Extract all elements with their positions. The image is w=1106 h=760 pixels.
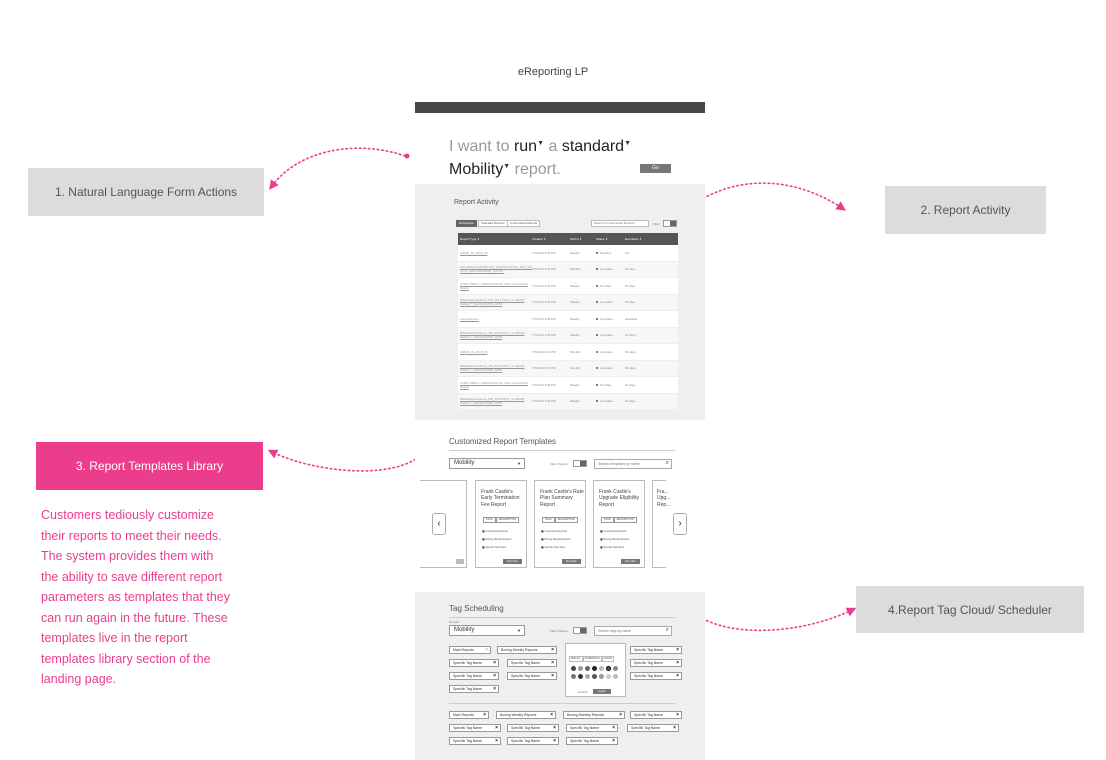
nl-lead-text: I want to bbox=[449, 138, 510, 155]
column-header[interactable]: Report Type ⇕ bbox=[460, 237, 480, 241]
tag-chip[interactable] bbox=[566, 724, 618, 732]
tag-chip[interactable] bbox=[507, 659, 557, 667]
report-link[interactable]: BillableWirelessUsa_AW_2014 06-07_v1-Wk3W Partial_7_SHA32312545_AWW bbox=[460, 397, 525, 406]
tag-icon: ⬤ bbox=[600, 546, 604, 549]
description-line: parameters as templates that they bbox=[41, 590, 230, 604]
tag-chip[interactable] bbox=[566, 737, 618, 745]
caret-down-icon: ▼ bbox=[537, 140, 544, 147]
template-card-title: Frank Castle's Early Termination Fee Report bbox=[481, 489, 520, 508]
cell-expiration: Available bbox=[625, 316, 638, 321]
close-icon[interactable]: × bbox=[551, 673, 554, 679]
tag-chip[interactable] bbox=[496, 711, 556, 719]
description-line: The system provides them with bbox=[41, 549, 214, 563]
status-dot-icon bbox=[596, 400, 598, 402]
tag-item bbox=[482, 544, 511, 552]
filter-label: Filter bbox=[653, 222, 660, 226]
cell-sched: Weekly bbox=[570, 250, 580, 255]
table-row[interactable] bbox=[458, 278, 678, 295]
tag-chip[interactable] bbox=[449, 672, 499, 680]
popover-cancel-link[interactable]: Cancel bbox=[578, 690, 588, 694]
templates-domain-select[interactable] bbox=[449, 458, 525, 469]
card-tag-list bbox=[600, 528, 629, 552]
status-text: Pending bbox=[600, 250, 612, 255]
tag-label: Specific Tag Name bbox=[511, 739, 541, 743]
cell-sched: Weekly bbox=[570, 399, 580, 404]
table-row[interactable] bbox=[458, 262, 678, 279]
tag-label: Specific Tag Name bbox=[453, 739, 483, 743]
color-swatch[interactable] bbox=[578, 666, 583, 671]
card-tab-tags[interactable]: TAGS bbox=[542, 517, 555, 523]
caret-down-icon: ▼ bbox=[624, 140, 632, 147]
status-text: Complete bbox=[600, 399, 613, 404]
cell-status bbox=[596, 383, 625, 387]
cell-status bbox=[596, 399, 625, 403]
cell-status bbox=[596, 366, 625, 370]
tag-item-label: Customized Reports bbox=[485, 530, 509, 533]
cell-expiration: 30 days bbox=[625, 267, 636, 272]
report-link[interactable]: 1CRO TRBAU_FRANKCASTLE_2014 Customized Report bbox=[460, 380, 528, 389]
tag-item bbox=[600, 544, 629, 552]
page-title: eReporting LP bbox=[517, 66, 589, 78]
go-button[interactable]: Go bbox=[640, 164, 671, 173]
tag-chip[interactable] bbox=[449, 737, 501, 745]
close-icon[interactable]: × bbox=[612, 725, 615, 731]
close-icon[interactable]: × bbox=[676, 673, 679, 679]
tab-customized-reports[interactable]: Customized Reports bbox=[507, 220, 540, 227]
nl-article: a bbox=[548, 138, 558, 155]
color-swatch[interactable] bbox=[599, 666, 604, 671]
tag-icon: ⬤ bbox=[541, 546, 545, 549]
description-line: templates library section of the bbox=[41, 651, 211, 666]
cell-status bbox=[596, 284, 625, 288]
color-swatch[interactable] bbox=[571, 674, 576, 679]
divider bbox=[449, 450, 675, 451]
table-row[interactable] bbox=[458, 394, 678, 411]
tag-item-label: Specific Tag Name bbox=[485, 546, 507, 549]
column-header[interactable]: Sched ⇕ bbox=[570, 237, 582, 241]
cell-status bbox=[596, 267, 625, 271]
tags-search-input[interactable] bbox=[594, 626, 672, 636]
table-row[interactable] bbox=[458, 361, 678, 378]
card-tabs bbox=[483, 517, 519, 523]
status-dot-icon bbox=[596, 367, 598, 369]
close-icon[interactable]: × bbox=[495, 738, 498, 744]
tag-item-label: Boxing Weekly Reports bbox=[485, 538, 512, 541]
cell-sched: Weekly bbox=[570, 316, 580, 321]
card-tab-description[interactable]: DESCRIPTION bbox=[496, 517, 519, 523]
status-dot-icon bbox=[596, 252, 598, 254]
color-swatch[interactable] bbox=[592, 666, 597, 671]
divider bbox=[449, 617, 675, 618]
tag-label: Specific Tag Name bbox=[453, 661, 483, 665]
tag-chip[interactable] bbox=[497, 646, 557, 654]
status-text: Complete bbox=[600, 267, 613, 272]
status-text: Complete bbox=[600, 333, 613, 338]
cell-sched: Monthly bbox=[570, 267, 581, 272]
tag-item-label: Boxing Weekly Reports bbox=[603, 538, 630, 541]
card-tabs bbox=[542, 517, 578, 523]
description-line: the ability to save different report bbox=[41, 569, 223, 584]
popover-tab-run-all[interactable]: RUN ALL bbox=[571, 658, 581, 660]
run-now-button[interactable]: Run Now bbox=[503, 559, 522, 564]
close-icon[interactable]: × bbox=[553, 738, 556, 744]
domain-label: Domain bbox=[449, 620, 460, 624]
tag-item-label: Specific Tag Name bbox=[603, 546, 625, 549]
table-row[interactable] bbox=[458, 344, 678, 361]
tag-label: Boxing Weekly Reports bbox=[501, 648, 538, 652]
cell-status bbox=[596, 333, 625, 337]
report-activity-table bbox=[458, 233, 678, 410]
close-icon[interactable]: × bbox=[493, 673, 496, 679]
callout-report-activity: 2. Report Activity bbox=[885, 186, 1046, 234]
template-card[interactable] bbox=[593, 480, 645, 568]
tag-item bbox=[541, 544, 570, 552]
tab-standard-reports[interactable]: Standard Reports bbox=[478, 220, 508, 227]
report-link[interactable]: SchedReportsandMonthly_FRANKCASTLE_2014_06-19 v1_SH4-A23451232_3rdYW... bbox=[460, 265, 533, 274]
cell-created: 7/7/2014 2:36 PM bbox=[532, 300, 556, 305]
description-line: their reports to meet their needs. bbox=[41, 528, 222, 543]
close-icon[interactable]: × bbox=[495, 725, 498, 731]
report-link[interactable]: 1MMM_01_2015_06 bbox=[460, 349, 488, 354]
template-card[interactable] bbox=[475, 480, 527, 568]
connector-2 bbox=[688, 183, 842, 208]
close-icon[interactable]: × bbox=[676, 660, 679, 666]
close-icon[interactable]: × bbox=[485, 647, 488, 653]
tag-item bbox=[482, 536, 511, 544]
close-icon[interactable]: × bbox=[673, 725, 676, 731]
cell-expiration: 30 days bbox=[625, 366, 636, 371]
template-card[interactable] bbox=[534, 480, 586, 568]
tag-item bbox=[541, 536, 570, 544]
close-icon[interactable]: × bbox=[493, 686, 496, 692]
tag-item-label: Customized Reports bbox=[544, 530, 568, 533]
tag-label: Specific Tag Name bbox=[570, 726, 600, 730]
status-text: No Data bbox=[600, 283, 612, 288]
status-dot-icon bbox=[596, 268, 598, 270]
close-icon[interactable]: × bbox=[612, 738, 615, 744]
nl-kind-select[interactable]: standard bbox=[561, 138, 625, 155]
run-now-button[interactable] bbox=[456, 559, 464, 564]
search-icon: ⌕ bbox=[665, 627, 669, 633]
tag-item-label: Boxing Weekly Reports bbox=[544, 538, 571, 541]
color-swatch[interactable] bbox=[592, 674, 597, 679]
card-tag-list bbox=[482, 528, 511, 552]
tag-chip[interactable] bbox=[630, 659, 682, 667]
tag-icon: ⬤ bbox=[482, 530, 486, 533]
tag-label: Boxing Weekly Reports bbox=[500, 713, 537, 717]
template-card-partial[interactable] bbox=[652, 480, 671, 568]
cell-expiration: 30 days bbox=[625, 399, 636, 404]
tag-chip[interactable] bbox=[507, 724, 559, 732]
cell-created: 7/7/2014 2:36 PM bbox=[532, 250, 556, 255]
tag-label: Main Reports bbox=[453, 648, 474, 652]
run-now-button[interactable]: Run Now bbox=[562, 559, 581, 564]
cell-status bbox=[596, 300, 625, 304]
tag-item bbox=[482, 528, 511, 536]
table-row[interactable] bbox=[458, 328, 678, 345]
cell-created: 7/7/2014 2:36 PM bbox=[532, 382, 556, 387]
tag-label: Specific Tag Name bbox=[511, 726, 541, 730]
landing-page-wireframe bbox=[415, 102, 705, 760]
tag-label: Specific Tag Name bbox=[634, 674, 664, 678]
card-tabs bbox=[601, 517, 637, 523]
tags-domain-select[interactable] bbox=[449, 625, 525, 636]
select-value: Mobility bbox=[454, 460, 475, 466]
tag-label: Specific Tag Name bbox=[634, 661, 664, 665]
cell-sched: Weekly bbox=[570, 300, 580, 305]
color-swatch[interactable] bbox=[599, 674, 604, 679]
tag-icon: ⬤ bbox=[600, 538, 604, 541]
close-icon[interactable]: × bbox=[676, 712, 679, 718]
filter-options-label: Filter Options bbox=[550, 462, 568, 466]
cell-status bbox=[596, 251, 625, 255]
table-row[interactable] bbox=[458, 377, 678, 394]
tag-chip[interactable] bbox=[449, 646, 491, 654]
color-swatch[interactable] bbox=[578, 674, 583, 679]
table-row[interactable] bbox=[458, 295, 678, 312]
select-value: Mobility bbox=[454, 627, 475, 633]
report-link[interactable]: Large Reports bbox=[460, 316, 480, 321]
status-dot-icon bbox=[596, 334, 598, 336]
cell-sched: Weekly bbox=[570, 283, 580, 288]
report-link[interactable]: 1MMM_01_2015_06 bbox=[460, 250, 488, 255]
description-line: templates live in the report bbox=[41, 631, 188, 645]
connector-4 bbox=[688, 608, 852, 630]
column-header[interactable]: Status ⇕ bbox=[596, 237, 608, 241]
search-placeholder: Search templates by name bbox=[598, 462, 640, 466]
top-bar bbox=[415, 102, 705, 113]
status-dot-icon bbox=[596, 318, 598, 320]
description-line: landing page. bbox=[41, 672, 117, 686]
close-icon[interactable]: × bbox=[493, 660, 496, 666]
card-tab-description[interactable]: DESCRIPTION bbox=[614, 517, 637, 523]
popover-apply-button[interactable]: Apply bbox=[593, 689, 611, 694]
cell-created: 7/7/2014 2:36 PM bbox=[532, 399, 556, 404]
report-link[interactable]: BillableWirelessUsa_AW_2014 06-07_v1-Wk3W Partial_7_SHA32312545_AWW bbox=[460, 364, 525, 373]
tag-icon: ⬤ bbox=[482, 546, 486, 549]
color-swatch[interactable] bbox=[585, 666, 590, 671]
description-line: can run again in the future. These bbox=[41, 610, 228, 625]
tags-filter-toggle[interactable] bbox=[573, 627, 587, 634]
templates-filter-toggle[interactable] bbox=[573, 460, 587, 467]
filter-toggle[interactable] bbox=[663, 220, 677, 227]
close-icon[interactable]: × bbox=[550, 712, 553, 718]
tag-icon: ⬤ bbox=[482, 538, 486, 541]
caret-down-icon: ▼ bbox=[503, 163, 511, 170]
close-icon[interactable]: × bbox=[483, 712, 486, 718]
color-swatch[interactable] bbox=[613, 674, 618, 679]
nl-product-select[interactable]: Mobility bbox=[449, 161, 504, 178]
cell-created: 7/7/2014 2:36 PM bbox=[532, 366, 556, 371]
table-row[interactable] bbox=[458, 311, 678, 328]
tag-chip[interactable] bbox=[449, 724, 501, 732]
templates-title: Customized Report Templates bbox=[449, 437, 557, 446]
popover-tab-color[interactable]: COLOR bbox=[603, 658, 612, 660]
color-swatch[interactable] bbox=[585, 674, 590, 679]
tag-label: Boxing Monthly Reports bbox=[567, 713, 605, 717]
status-dot-icon bbox=[596, 384, 598, 386]
column-header[interactable]: Expiration ⇕ bbox=[625, 237, 642, 241]
tag-chip[interactable] bbox=[630, 672, 682, 680]
search-icon: ⌕ bbox=[665, 460, 669, 466]
tag-chip[interactable] bbox=[507, 672, 557, 680]
table-body bbox=[458, 245, 678, 410]
tag-chip[interactable] bbox=[563, 711, 625, 719]
callout-tag-cloud-scheduler: 4.Report Tag Cloud/ Scheduler bbox=[856, 586, 1084, 633]
tag-chip[interactable] bbox=[630, 711, 682, 719]
connector-3 bbox=[272, 450, 425, 471]
tag-label: Specific Tag Name bbox=[634, 713, 664, 717]
popover-tab-scheduling[interactable]: SCHEDULING bbox=[584, 658, 600, 660]
nl-trailing-text: report. bbox=[514, 161, 561, 178]
tag-label: Specific Tag Name bbox=[634, 648, 664, 652]
status-text: Complete bbox=[600, 349, 613, 354]
close-icon[interactable]: × bbox=[676, 647, 679, 653]
search-placeholder: Search tags by name bbox=[598, 629, 632, 633]
tag-label: Specific Tag Name bbox=[453, 726, 483, 730]
natural-language-form bbox=[449, 134, 631, 180]
chevron-down-icon: ▼ bbox=[517, 628, 521, 633]
carousel-next-button[interactable]: › bbox=[673, 513, 687, 535]
cell-created: 7/7/2014 2:36 PM bbox=[532, 267, 556, 272]
table-header bbox=[458, 233, 678, 245]
report-search-input[interactable]: Search for Requested Reports bbox=[591, 220, 649, 227]
close-icon[interactable]: × bbox=[619, 712, 622, 718]
cell-created: 7/7/2014 2:36 PM bbox=[532, 349, 556, 354]
template-card-title: Fra... Upg... Rep... bbox=[657, 489, 671, 508]
tag-label: Specific Tag Name bbox=[453, 687, 483, 691]
run-now-button[interactable]: Run Now bbox=[621, 559, 640, 564]
cell-expiration: 30 days bbox=[625, 300, 636, 305]
tag-chip[interactable] bbox=[449, 659, 499, 667]
close-icon[interactable]: × bbox=[551, 660, 554, 666]
close-icon[interactable]: × bbox=[551, 647, 554, 653]
filter-options-label: Filter Options bbox=[550, 629, 568, 633]
tag-icon: ⬤ bbox=[541, 530, 545, 533]
status-dot-icon bbox=[596, 301, 598, 303]
cell-expiration: n/a bbox=[625, 250, 630, 255]
cell-sched: Monthly bbox=[570, 366, 581, 371]
callout-natural-language-form: 1. Natural Language Form Actions bbox=[28, 168, 264, 216]
card-tag-list bbox=[541, 528, 570, 552]
status-text: Complete bbox=[600, 300, 613, 305]
tag-item bbox=[600, 536, 629, 544]
tag-chip[interactable] bbox=[630, 646, 682, 654]
cell-created: 7/7/2014 2:36 PM bbox=[532, 333, 556, 338]
tag-chip[interactable] bbox=[507, 737, 559, 745]
report-link[interactable]: 1CRO TRBAU_FRANKCASTLE_2014 Customized Report bbox=[460, 281, 528, 290]
tag-label: Specific Tag Name bbox=[511, 674, 541, 678]
status-dot-icon bbox=[596, 285, 598, 287]
tag-scheduling-title: Tag Scheduling bbox=[449, 604, 504, 613]
tag-label: Specific Tag Name bbox=[631, 726, 661, 730]
tag-chip[interactable] bbox=[449, 711, 489, 719]
template-card-title: Frank Castle's Rate Plan Summary Report bbox=[540, 489, 584, 508]
tag-chip[interactable] bbox=[627, 724, 679, 732]
cell-status bbox=[596, 317, 625, 321]
status-text: No Data bbox=[600, 382, 612, 387]
cell-sched: Weekly bbox=[570, 382, 580, 387]
color-swatch[interactable] bbox=[571, 666, 576, 671]
templates-search-input[interactable] bbox=[594, 459, 672, 469]
close-icon[interactable]: × bbox=[553, 725, 556, 731]
cell-expiration: 30 days bbox=[625, 349, 636, 354]
cell-status bbox=[596, 350, 625, 354]
tag-icon: ⬤ bbox=[600, 530, 604, 533]
cell-expiration: 30 days bbox=[625, 283, 636, 288]
report-activity-title: Report Activity bbox=[454, 199, 499, 206]
status-text: Complete bbox=[600, 366, 613, 371]
status-dot-icon bbox=[596, 351, 598, 353]
cell-expiration: 30 days bbox=[625, 382, 636, 387]
tag-chip[interactable] bbox=[449, 685, 499, 693]
color-swatch[interactable] bbox=[613, 666, 618, 671]
cell-sched: Monthly bbox=[570, 349, 581, 354]
carousel-prev-button[interactable]: ‹ bbox=[432, 513, 446, 535]
tag-label: Main Reports bbox=[453, 713, 474, 717]
nl-verb-select[interactable]: run bbox=[513, 138, 538, 155]
divider bbox=[449, 703, 675, 704]
description-line: Customers tediously customize bbox=[41, 508, 214, 522]
color-swatch[interactable] bbox=[606, 674, 611, 679]
table-row[interactable] bbox=[458, 245, 678, 262]
connector-1 bbox=[272, 148, 405, 186]
tag-item bbox=[541, 528, 570, 536]
tab-all-reports[interactable]: All Reports bbox=[456, 220, 477, 227]
tag-item bbox=[600, 528, 629, 536]
tag-item-label: Customized Reports bbox=[603, 530, 627, 533]
card-tab-tags[interactable]: TAGS bbox=[483, 517, 496, 523]
tag-icon: ⬤ bbox=[541, 538, 545, 541]
cell-expiration: 30 days bbox=[625, 333, 636, 338]
card-tab-description[interactable]: DESCRIPTION bbox=[555, 517, 578, 523]
column-header[interactable]: Created ⇕ bbox=[532, 237, 547, 241]
report-link[interactable]: BillableWirelessUsa_AW_2014 06-07_v1-Wk3W Partial_7_SHA32312545_AWW bbox=[460, 298, 525, 307]
tag-schedule-popover bbox=[565, 643, 626, 697]
status-text: Complete bbox=[600, 316, 613, 321]
color-swatch[interactable] bbox=[606, 666, 611, 671]
tag-label: Specific Tag Name bbox=[511, 661, 541, 665]
chevron-down-icon: ▼ bbox=[517, 461, 521, 466]
card-tab-tags[interactable]: TAGS bbox=[601, 517, 614, 523]
cell-created: 7/7/2014 2:36 PM bbox=[532, 283, 556, 288]
template-card-title: Frank Castle's Upgrade Eligibility Report bbox=[599, 489, 640, 508]
callout-report-templates-library: 3. Report Templates Library bbox=[36, 442, 263, 490]
tag-label: Specific Tag Name bbox=[570, 739, 600, 743]
report-link[interactable]: BillableWirelessUsa_AW_2014 06-07_v1-Wk3W Partial_7_SHA32312545_AWW bbox=[460, 331, 525, 340]
cell-sched: Weekly bbox=[570, 333, 580, 338]
tag-label: Specific Tag Name bbox=[453, 674, 483, 678]
cell-created: 7/7/2014 2:36 PM bbox=[532, 316, 556, 321]
popover-tabs bbox=[569, 656, 614, 662]
tag-item-label: Specific Tag Name bbox=[544, 546, 566, 549]
